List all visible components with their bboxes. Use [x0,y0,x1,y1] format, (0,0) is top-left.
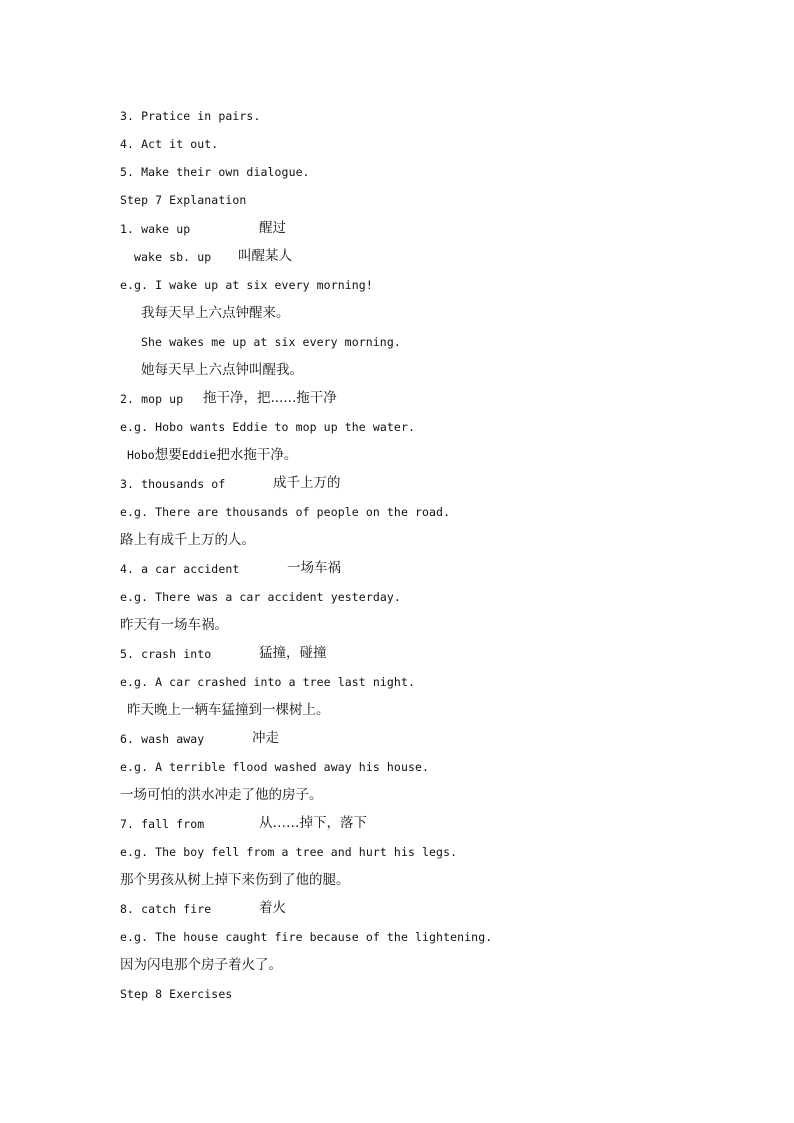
example-3-en: e.g. There are thousands of people on the road. [120,505,451,519]
phrase-5-meaning: 猛撞，碰撞 [259,645,327,661]
example-2-zh-part-2: 把水拖干净。 [216,447,298,463]
example-1b-en: She wakes me up at six every morning. [141,335,401,349]
example-2-zh-name-hobo: Hobo [127,448,155,462]
phrase-5-term: 5. crash into [120,647,212,661]
phrase-8-meaning: 着火 [259,900,286,916]
example-2-zh [127,447,297,463]
phrase-2-meaning: 拖干净，把......拖干净 [203,390,337,406]
example-6-en: e.g. A terrible flood washed away his house. [120,760,430,774]
step-7-heading: Step 7 Explanation [120,193,247,207]
example-5-en: e.g. A car crashed into a tree last night. [120,675,415,689]
example-1b-zh: 她每天早上六点钟叫醒我。 [141,362,303,378]
phrase-3-term: 3. thousands of [120,477,226,491]
example-5-zh: 昨天晚上一辆车猛撞到一棵树上。 [127,702,330,718]
example-7-en: e.g. The boy fell from a tree and hurt his legs. [120,845,458,859]
phrase-4-meaning: 一场车祸 [287,560,341,576]
phrase-6-meaning: 冲走 [252,730,279,746]
phrase-2-term: 2. mop up [120,392,184,406]
phrase-8-term: 8. catch fire [120,902,212,916]
example-1-en: e.g. I wake up at six every morning! [120,278,373,292]
phrase-1b-term: wake sb. up [134,250,212,264]
example-2-en: e.g. Hobo wants Eddie to mop up the water. [120,420,415,434]
example-6-zh: 一场可怕的洪水冲走了他的房子。 [120,787,323,803]
phrase-1b-meaning: 叫醒某人 [238,248,292,264]
example-2-zh-part-1: 想要 [154,447,182,463]
example-4-zh: 昨天有一场车祸。 [120,617,228,633]
phrase-7-meaning: 从……掉下，落下 [259,815,367,831]
step-item-4: 4. Act it out. [120,137,219,151]
phrase-4-term: 4. a car accident [120,562,240,576]
phrase-3-meaning: 成千上万的 [273,475,341,491]
example-8-zh: 因为闪电那个房子着火了。 [120,957,282,973]
example-1-zh: 我每天早上六点钟醒来。 [141,305,290,321]
example-3-zh: 路上有成千上万的人。 [120,532,255,548]
phrase-7-term: 7. fall from [120,817,205,831]
phrase-1-term: 1. wake up [120,222,191,236]
example-7-zh: 那个男孩从树上掉下来伤到了他的腿。 [120,872,350,888]
example-8-en: e.g. The house caught fire because of the lightening. [120,930,493,944]
example-2-zh-name-eddie: Eddie [181,448,217,462]
step-8-heading: Step 8 Exercises [120,987,233,1001]
step-item-5: 5. Make their own dialogue. [120,165,310,179]
phrase-1-meaning: 醒过 [259,220,286,236]
phrase-6-term: 6. wash away [120,732,205,746]
step-item-3: 3. Pratice in pairs. [120,109,261,123]
example-4-en: e.g. There was a car accident yesterday. [120,590,401,604]
